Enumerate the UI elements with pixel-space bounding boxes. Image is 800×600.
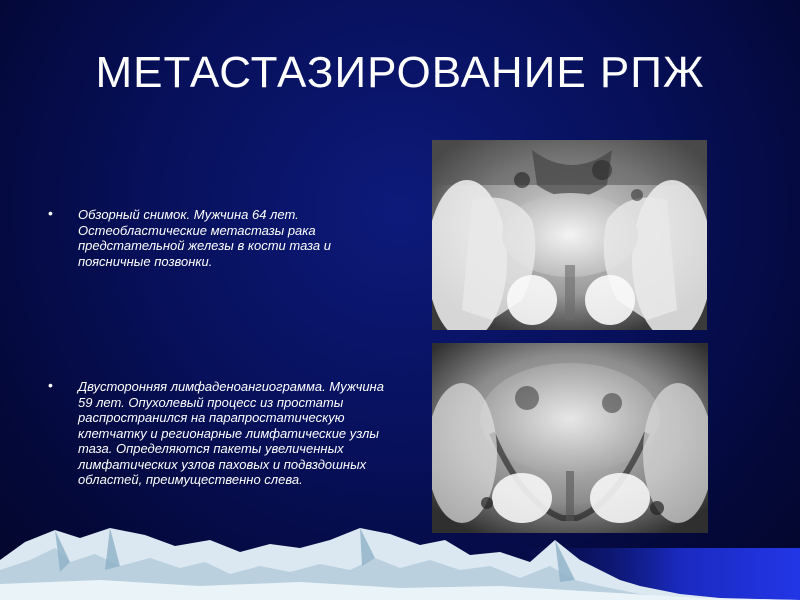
bullet-text-survey: Обзорный снимок. Мужчина 64 лет. Остеобластические метастазы рака предстательной железы в кости таза и поясничные позвонки. <box>78 207 331 269</box>
bullet-marker: • <box>48 377 53 393</box>
pelvis-survey-xray <box>432 140 707 330</box>
mountains-decoration <box>0 500 800 600</box>
slide-title: МЕТАСТАЗИРОВАНИЕ РПЖ <box>95 48 705 97</box>
bullet-text-lymphangiogram: Двусторонняя лимфаденоангиограмма. Мужчина 59 лет. Опухолевый процесс из простаты распространился на парапростатическую клетчатку и регионарные лимфатические узлы таза. Определяются пакеты увеличенных лимфатических узлов паховых и подвздошных областей, преимущественно слева. <box>78 379 384 487</box>
bullet-marker: • <box>48 205 53 221</box>
